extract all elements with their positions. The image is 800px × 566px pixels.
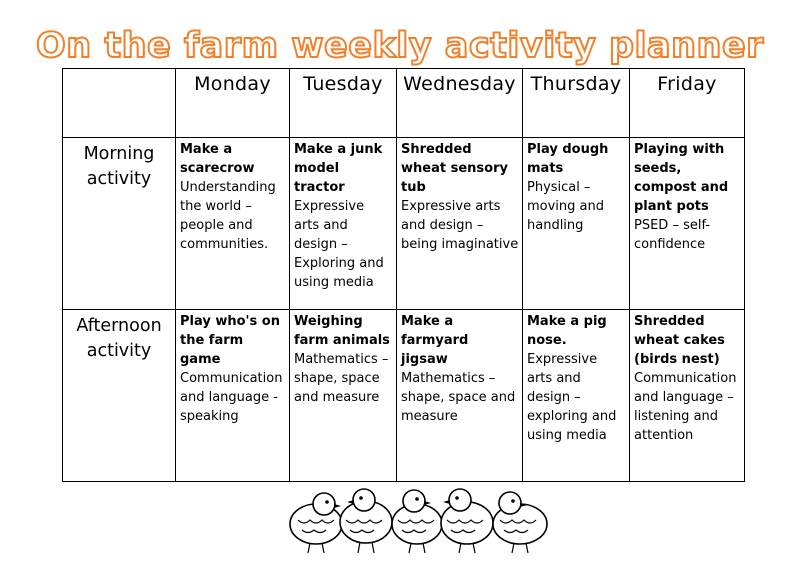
learning-area: Mathematics – shape, space and measure — [294, 352, 389, 405]
corner-cell — [63, 69, 176, 138]
activity-title: Play who's on the farm game — [180, 314, 280, 367]
day-header-tuesday: Tuesday — [290, 69, 397, 138]
morning-wednesday-cell — [397, 138, 523, 310]
activity-planner-table — [62, 68, 745, 482]
learning-area: Communication and language - speaking — [180, 371, 283, 424]
morning-friday-cell — [630, 138, 745, 310]
row-label-afternoon: Afternoon activity — [63, 310, 176, 482]
activity-title: Weighing farm animals — [294, 314, 390, 348]
chicks-illustration-icon — [284, 486, 554, 556]
activity-title: Shredded wheat cakes (birds nest) — [634, 314, 725, 367]
activity-title: Make a junk model tractor — [294, 142, 383, 195]
learning-area: Communication and language – listening and attention — [634, 371, 737, 443]
row-label-morning: Morning activity — [63, 138, 176, 310]
activity-title: Make a scarecrow — [180, 142, 255, 176]
day-header-monday: Monday — [176, 69, 290, 138]
header-row — [63, 69, 745, 138]
learning-area: Expressive arts and design – being imaginative — [401, 199, 519, 252]
activity-title: Playing with seeds, compost and plant pots — [634, 142, 729, 214]
activity-title: Play dough mats — [527, 142, 609, 176]
activity-title: Make a farmyard jigsaw — [401, 314, 469, 367]
afternoon-friday-cell — [630, 310, 745, 482]
afternoon-wednesday-cell — [397, 310, 523, 482]
day-header-wednesday: Wednesday — [397, 69, 523, 138]
learning-area: Expressive arts and design – Exploring and using media — [294, 199, 384, 290]
learning-area: PSED – self-confidence — [634, 218, 711, 252]
learning-area: Mathematics – shape, space and measure — [401, 371, 516, 424]
day-header-friday: Friday — [630, 69, 745, 138]
activity-title: Make a pig nose. — [527, 314, 607, 348]
morning-tuesday-cell — [290, 138, 397, 310]
morning-thursday-cell — [523, 138, 630, 310]
learning-area: Physical – moving and handling — [527, 180, 605, 233]
learning-area: Understanding the world – people and communities. — [180, 180, 276, 252]
activity-title: Shredded wheat sensory tub — [401, 142, 508, 195]
page-title: On the farm weekly activity planner — [36, 26, 764, 66]
day-header-thursday: Thursday — [523, 69, 630, 138]
afternoon-row — [63, 310, 745, 482]
afternoon-tuesday-cell — [290, 310, 397, 482]
afternoon-thursday-cell — [523, 310, 630, 482]
morning-row — [63, 138, 745, 310]
learning-area: Expressive arts and design – exploring and using media — [527, 352, 617, 443]
afternoon-monday-cell — [176, 310, 290, 482]
morning-monday-cell — [176, 138, 290, 310]
